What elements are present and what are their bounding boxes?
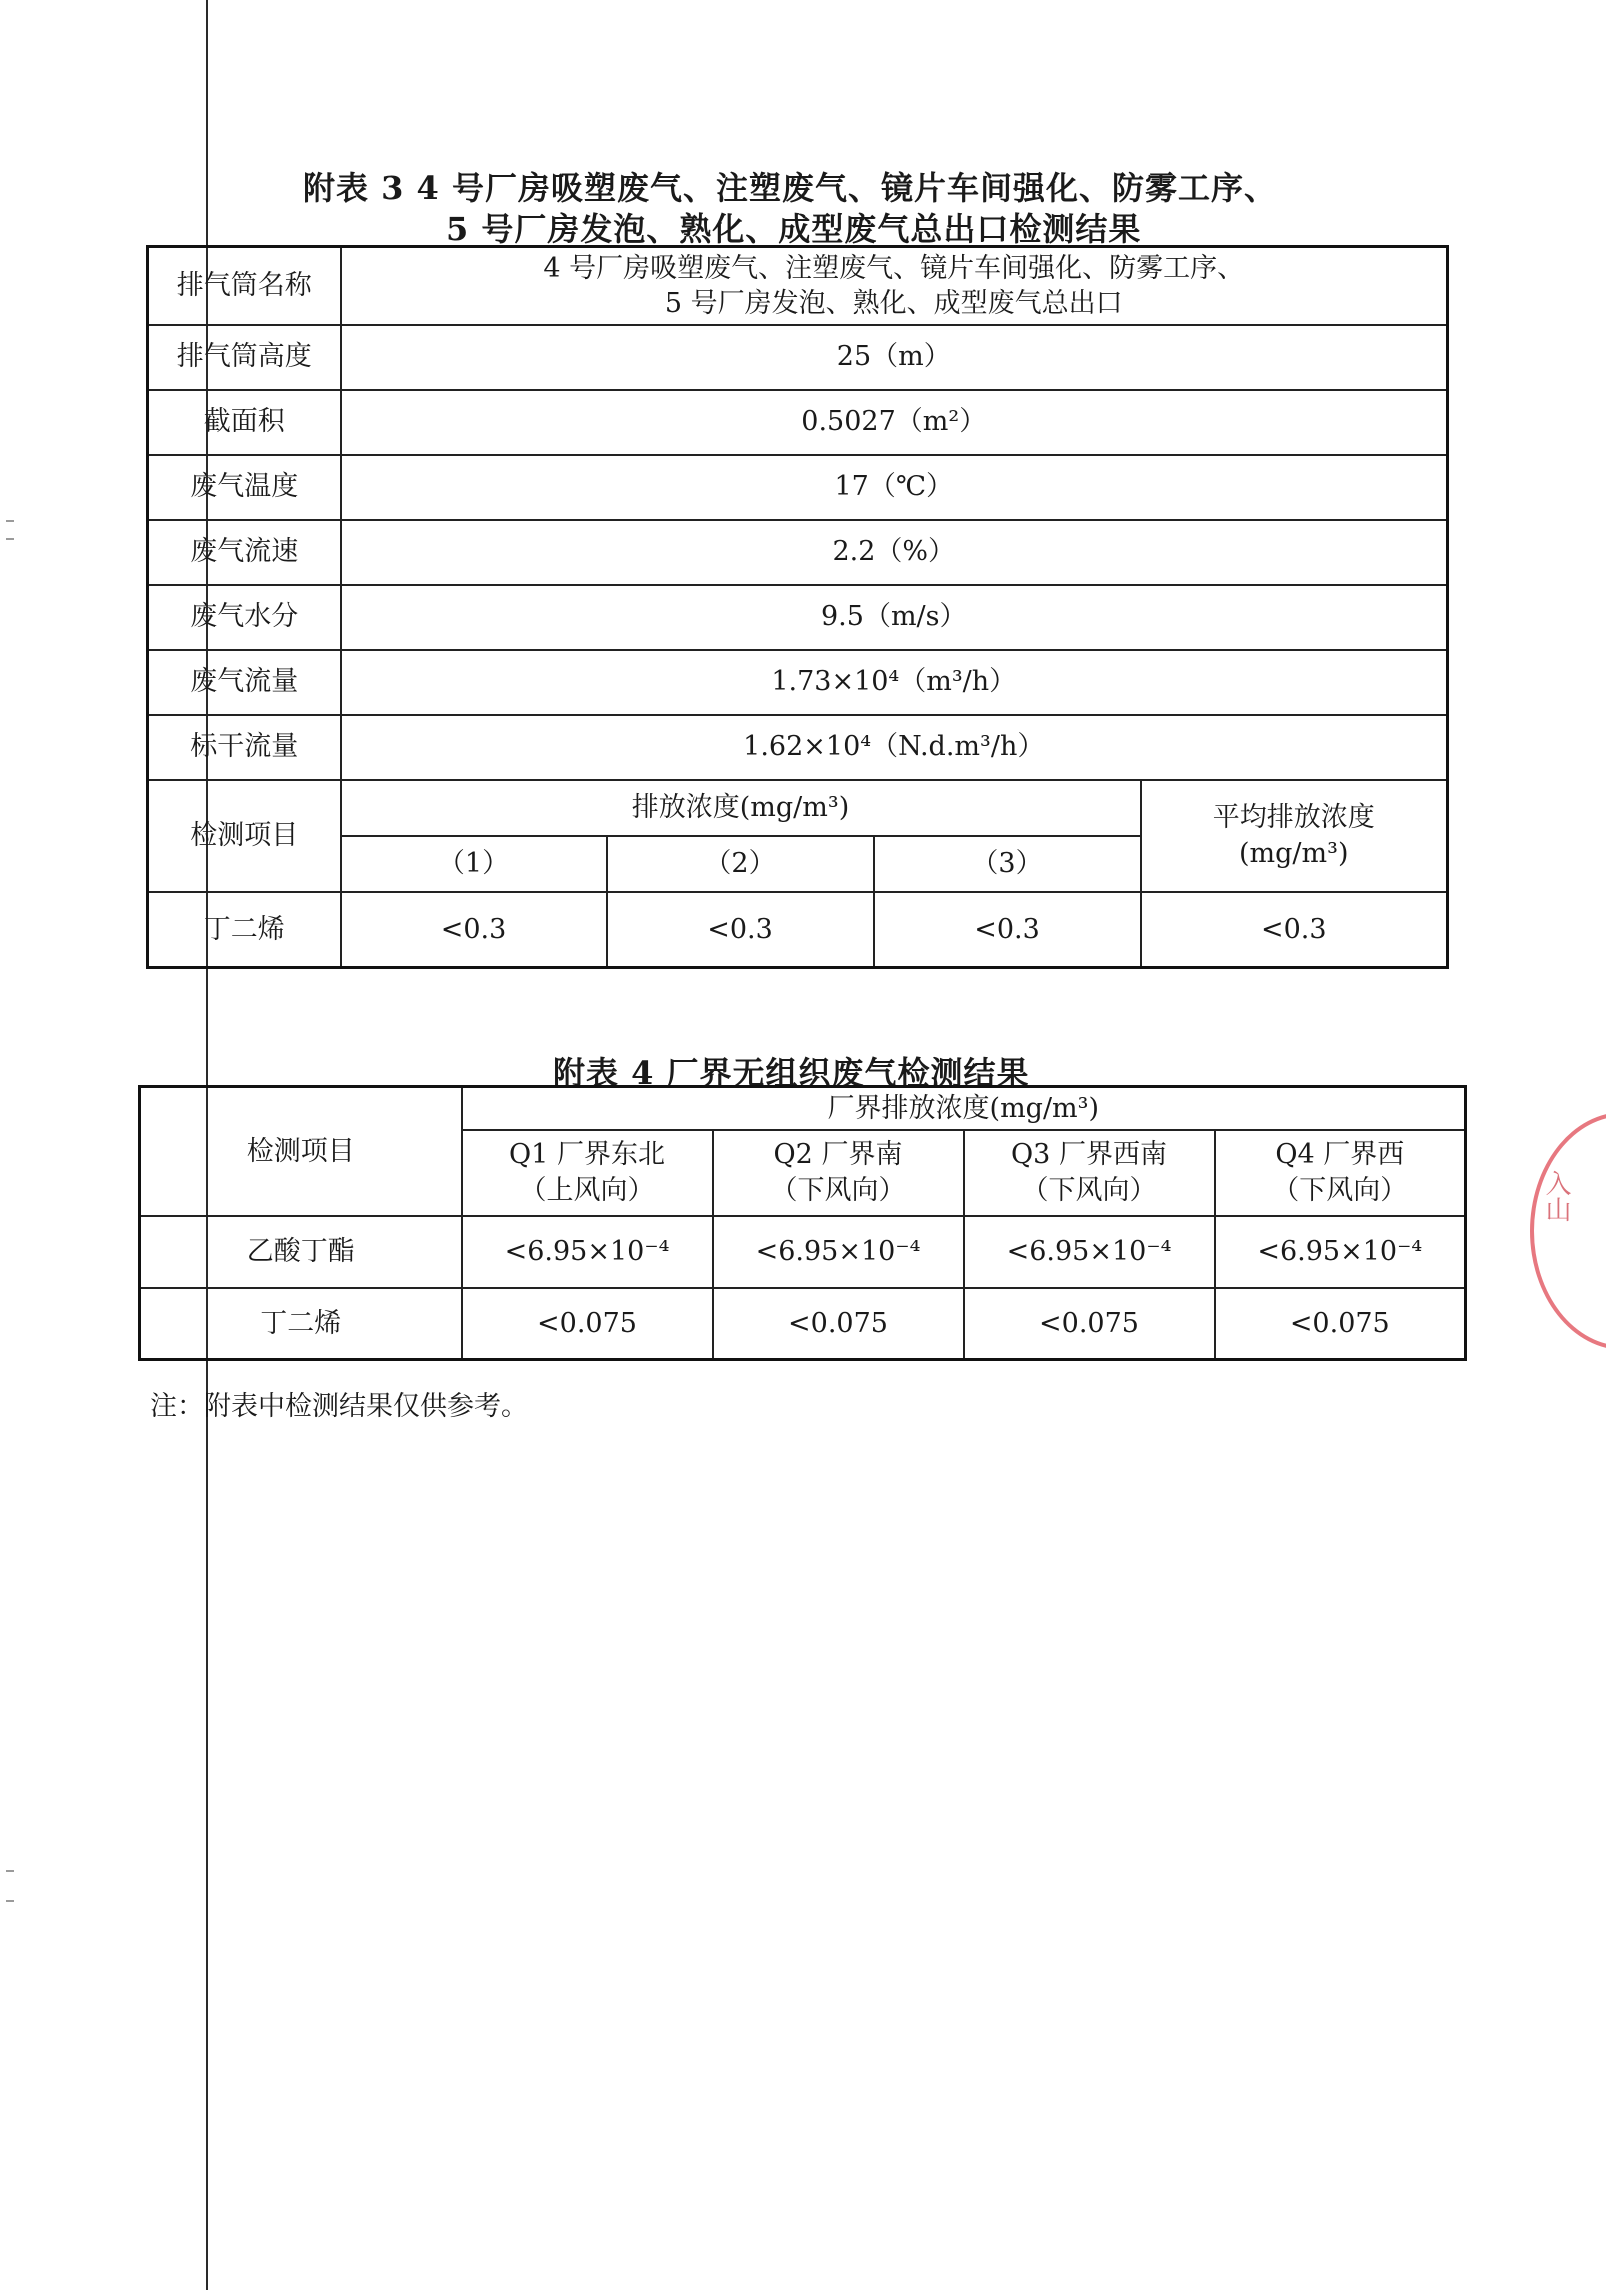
table-row xyxy=(140,1288,1466,1360)
result-value: <6.95×10⁻⁴ xyxy=(1215,1216,1466,1288)
table-row xyxy=(148,325,1448,390)
row-label: 废气水分 xyxy=(148,585,341,650)
table3-title-line1: 附表 3 4 号厂房吸塑废气、注塑废气、镜片车间强化、防雾工序、 xyxy=(303,169,1277,207)
table-row xyxy=(148,520,1448,585)
seal-text: 入山 xyxy=(1541,1170,1571,1222)
table-row xyxy=(148,455,1448,520)
edge-mark xyxy=(6,1900,14,1902)
item-header: 检测项目 xyxy=(140,1087,462,1216)
edge-mark xyxy=(6,520,14,522)
row-value: 0.5027（m²） xyxy=(341,390,1448,455)
conc-header: 厂界排放浓度(mg/m³) xyxy=(462,1087,1466,1130)
result-value: <0.3 xyxy=(874,892,1141,968)
row-value: 4 号厂房吸塑废气、注塑废气、镜片车间强化、防雾工序、 5 号厂房发泡、熟化、成型废气总出口 xyxy=(341,247,1448,325)
table-header-row xyxy=(148,780,1448,836)
item-header: 检测项目 xyxy=(148,780,341,892)
table-row xyxy=(148,715,1448,780)
row-label: 排气筒名称 xyxy=(148,247,341,325)
result-item: 丁二烯 xyxy=(140,1288,462,1360)
result-value: <0.075 xyxy=(1215,1288,1466,1360)
row-label: 废气温度 xyxy=(148,455,341,520)
point-header: Q4 厂界西 （下风向） xyxy=(1215,1130,1466,1216)
table4-title: 附表 4 厂界无组织废气检测结果 xyxy=(553,1054,1030,1092)
table-row xyxy=(148,892,1448,968)
result-value: <0.075 xyxy=(964,1288,1215,1360)
row-label: 标干流量 xyxy=(148,715,341,780)
result-value: <0.075 xyxy=(462,1288,713,1360)
table-header-row xyxy=(140,1087,1466,1130)
row-label: 废气流速 xyxy=(148,520,341,585)
table-row xyxy=(148,585,1448,650)
result-value: <6.95×10⁻⁴ xyxy=(964,1216,1215,1288)
table3-exhaust-outlet xyxy=(146,245,1449,969)
sample-header: （3） xyxy=(874,836,1141,892)
row-value: 1.62×10⁴（N.d.m³/h） xyxy=(341,715,1448,780)
row-label: 排气筒高度 xyxy=(148,325,341,390)
result-item: 乙酸丁酯 xyxy=(140,1216,462,1288)
sample-header: （2） xyxy=(607,836,874,892)
row-value: 17（℃） xyxy=(341,455,1448,520)
row-label: 废气流量 xyxy=(148,650,341,715)
table-row xyxy=(140,1216,1466,1288)
official-seal xyxy=(1530,1112,1606,1350)
table-row xyxy=(148,650,1448,715)
result-value: <6.95×10⁻⁴ xyxy=(713,1216,964,1288)
avg-header: 平均排放浓度 (mg/m³) xyxy=(1141,780,1448,892)
table-row xyxy=(148,247,1448,325)
result-item: 丁二烯 xyxy=(148,892,341,968)
result-avg: <0.3 xyxy=(1141,892,1448,968)
row-value: 9.5（m/s） xyxy=(341,585,1448,650)
result-value: <6.95×10⁻⁴ xyxy=(462,1216,713,1288)
conc-header: 排放浓度(mg/m³) xyxy=(341,780,1141,836)
row-value: 2.2（%） xyxy=(341,520,1448,585)
result-value: <0.3 xyxy=(341,892,607,968)
result-value: <0.075 xyxy=(713,1288,964,1360)
point-header: Q1 厂界东北 （上风向） xyxy=(462,1130,713,1216)
point-header: Q2 厂界南 （下风向） xyxy=(713,1130,964,1216)
row-value: 25（m） xyxy=(341,325,1448,390)
table3-title-line2: 5 号厂房发泡、熟化、成型废气总出口检测结果 xyxy=(446,210,1142,248)
table4-fugitive-emissions xyxy=(138,1085,1467,1361)
edge-mark xyxy=(6,1870,14,1872)
result-value: <0.3 xyxy=(607,892,874,968)
footnote: 注：附表中检测结果仅供参考。 xyxy=(150,1391,528,1422)
row-value: 1.73×10⁴（m³/h） xyxy=(341,650,1448,715)
edge-mark xyxy=(6,538,14,540)
sample-header: （1） xyxy=(341,836,607,892)
point-header: Q3 厂界西南 （下风向） xyxy=(964,1130,1215,1216)
row-label: 截面积 xyxy=(148,390,341,455)
table-row xyxy=(148,390,1448,455)
